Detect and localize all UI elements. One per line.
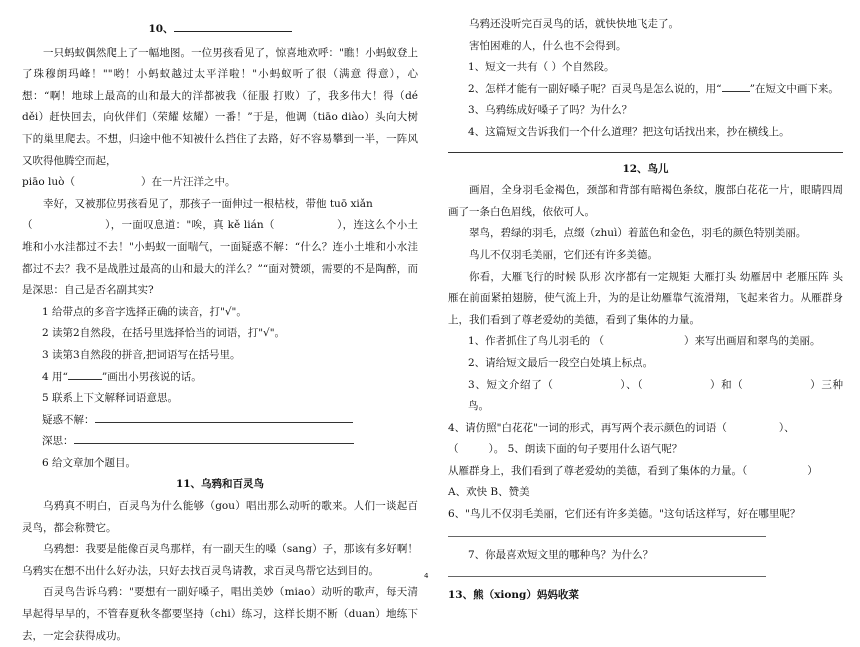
answer-line[interactable] [74, 431, 354, 444]
s12-question-4: 4、请仿照"白花花"一词的形式，再写两个表示颜色的词语（ ）、 （ ）。 5、朗读下面的句子要用什么语气呢？ [448, 421, 795, 456]
section-13-title: 13、熊（xiong）妈妈收菜 [448, 589, 579, 602]
s12-question-5-sentence: 从雁群身上，我们看到了尊老爱幼的美德，看到了集体的力量。（ ） [448, 464, 818, 477]
s10-paragraph-1: 一只蚂蚁偶然爬上了一幅地图。一位男孩看见了，惊喜地欢呼："瞧！小蚂蚁登上了珠穆朗玛峰！""哟！小蚂蚁越过太平洋啦！"小蚂蚁听了很（满意 得意），心想：“啊！地球上最高的山和最大的洋都被我（征服 打败）了，我多伟大！得（dé děi）赶快回去，向伙伴们（荣耀 炫耀）一番！”于是，他调（tiāo diào）头向大树下的巢里爬去。不想，归途中他不知被什么挡住了去路，好不容易攀到一半，一阵风又吹得他腾空而起， piāo luò（ ）在一片汪洋之中。 [22, 46, 418, 189]
answer-line[interactable] [448, 536, 766, 537]
s11-paragraph-3: 百灵鸟告诉乌鸦："要想有一副好嗓子，唱出美妙（miao）动听的歌声，每天清早起得早早的，不管春夏秋冬都要坚持（chi）练习，这样长期不断（duan）地练下去，一定会获得成功。 [22, 586, 418, 642]
s11-paragraph-4: 乌鸦还没听完百灵鸟的话，就快快地飞走了。 [469, 18, 679, 30]
s11-question-3: 3、乌鸦练成好嗓子了吗？为什么？ [468, 104, 633, 117]
s11-question-1: 1、短文一共有（ ）个自然段。 [468, 61, 615, 74]
right-column [448, 14, 843, 607]
s12-question-1: 1、作者抓住了鸟儿羽毛的 （ ）来写出画眉和翠鸟的美丽。 [468, 335, 821, 348]
s12-question-7: 7、你最喜欢短文里的哪种鸟？为什么？ [468, 548, 654, 561]
s10-q5-line-2: 深思： [22, 431, 418, 453]
underline-sample [68, 367, 102, 380]
left-column [22, 14, 418, 647]
s11-question-4: 4、这篇短文告诉我们一个什么道理？把这句话找出来，抄在横线上。 [468, 125, 790, 138]
s12-question-3: 3、短文介绍了（ ）、（ ）和（ ）三种鸟。 [468, 378, 844, 413]
answer-line[interactable] [448, 152, 843, 153]
s10-question-5: 5 联系上下文解释词语意思。 [42, 392, 179, 405]
s11-paragraph-5: 害怕困难的人，什么也不会得到。 [469, 39, 627, 52]
s10-paragraph-2: 幸好，又被那位男孩看见了，那孩子一面伸过一根枯枝，带他 tuō xiǎn （ ），一面叹息道："唉，真 kě lián（ ），连这么个小土堆和小水洼都过不去！"小蚂蚁一面喘气，一面疑惑不解：“什么？连小土堆和小水洼都过不去？我不是战胜过最高的山和最大的洋么？”“面对赞颂，需要的不是陶醉，而是深思：自己是否名副其实? [22, 197, 419, 297]
s11-paragraph-1: 乌鸦真不明白，百灵鸟为什么能够（gou）唱出那么动听的歌来。人们一谈起百灵鸟，都会称赞它。 [22, 500, 418, 534]
section-12-title: 12、鸟儿 [622, 162, 669, 175]
s12-question-6: 6、"鸟儿不仅羽毛美丽，它们还有许多美德。"这句话这样写，好在哪里呢？ [448, 508, 801, 521]
s10-question-2: 2 读第2自然段，在括号里选择恰当的词语，打"√"。 [42, 327, 286, 340]
answer-line[interactable] [95, 410, 353, 423]
s12-question-5-options: A、欢快 B、赞美 [448, 486, 530, 499]
s10-question-3: 3 读第3自然段的拼音,把词语写在括号里。 [42, 348, 241, 361]
s12-paragraph-3: 鸟儿不仅羽毛美丽，它们还有许多美德。 [469, 248, 658, 261]
underline-sample [722, 79, 750, 92]
section-11-title: 11、乌鸦和百灵鸟 [175, 478, 265, 491]
s11-question-2: 2、怎样才能有一副好嗓子呢？百灵鸟是怎么说的，用“ ”在短文中画下来。 [448, 79, 843, 101]
page-number: 4 [424, 572, 429, 580]
s10-question-1: 1 给带点的多音字选择正确的读音，打"√"。 [42, 305, 247, 318]
s10-q5-line-1: 疑惑不解： [22, 410, 418, 432]
s10-question-4: 4 用“ ”画出小男孩说的话。 [22, 367, 418, 389]
title-blank-line [174, 18, 292, 32]
s12-paragraph-1: 画眉，全身羽毛金褐色，颈部和背部有暗褐色条纹，腹部白花花一片，眼睛四周画了一条白色眉线，依依可人。 [448, 184, 843, 218]
s12-paragraph-2: 翠鸟，碧绿的羽毛，点缀（zhuì）着蓝色和金色，羽毛的颜色特别美丽。 [469, 227, 807, 240]
section-10-title: 10、 [22, 18, 418, 41]
s10-question-6: 6 给文章加个题目。 [42, 456, 137, 469]
s12-paragraph-4: 你看，大雁飞行的时候 队形 次序都有一定规矩 大雁打头 幼雁居中 老雁压阵 头雁在前面紧拍翅膀，使气流上升，为的是让幼雁靠气流滑翔，飞起来省力。从雁群身上，我们看到了尊老爱幼的美德，看到了集体的力量。 [448, 270, 843, 326]
answer-line[interactable] [448, 576, 766, 577]
s12-question-2: 2、请给短文最后一段空白处填上标点。 [468, 356, 654, 369]
s11-paragraph-2: 乌鸦想：我要是能像百灵鸟那样，有一副天生的嗓（sang）子，那该有多好啊！ 乌鸦实在想不出什么好办法，只好去找百灵鸟请教，求百灵鸟帮它达到目的。 [22, 543, 418, 577]
